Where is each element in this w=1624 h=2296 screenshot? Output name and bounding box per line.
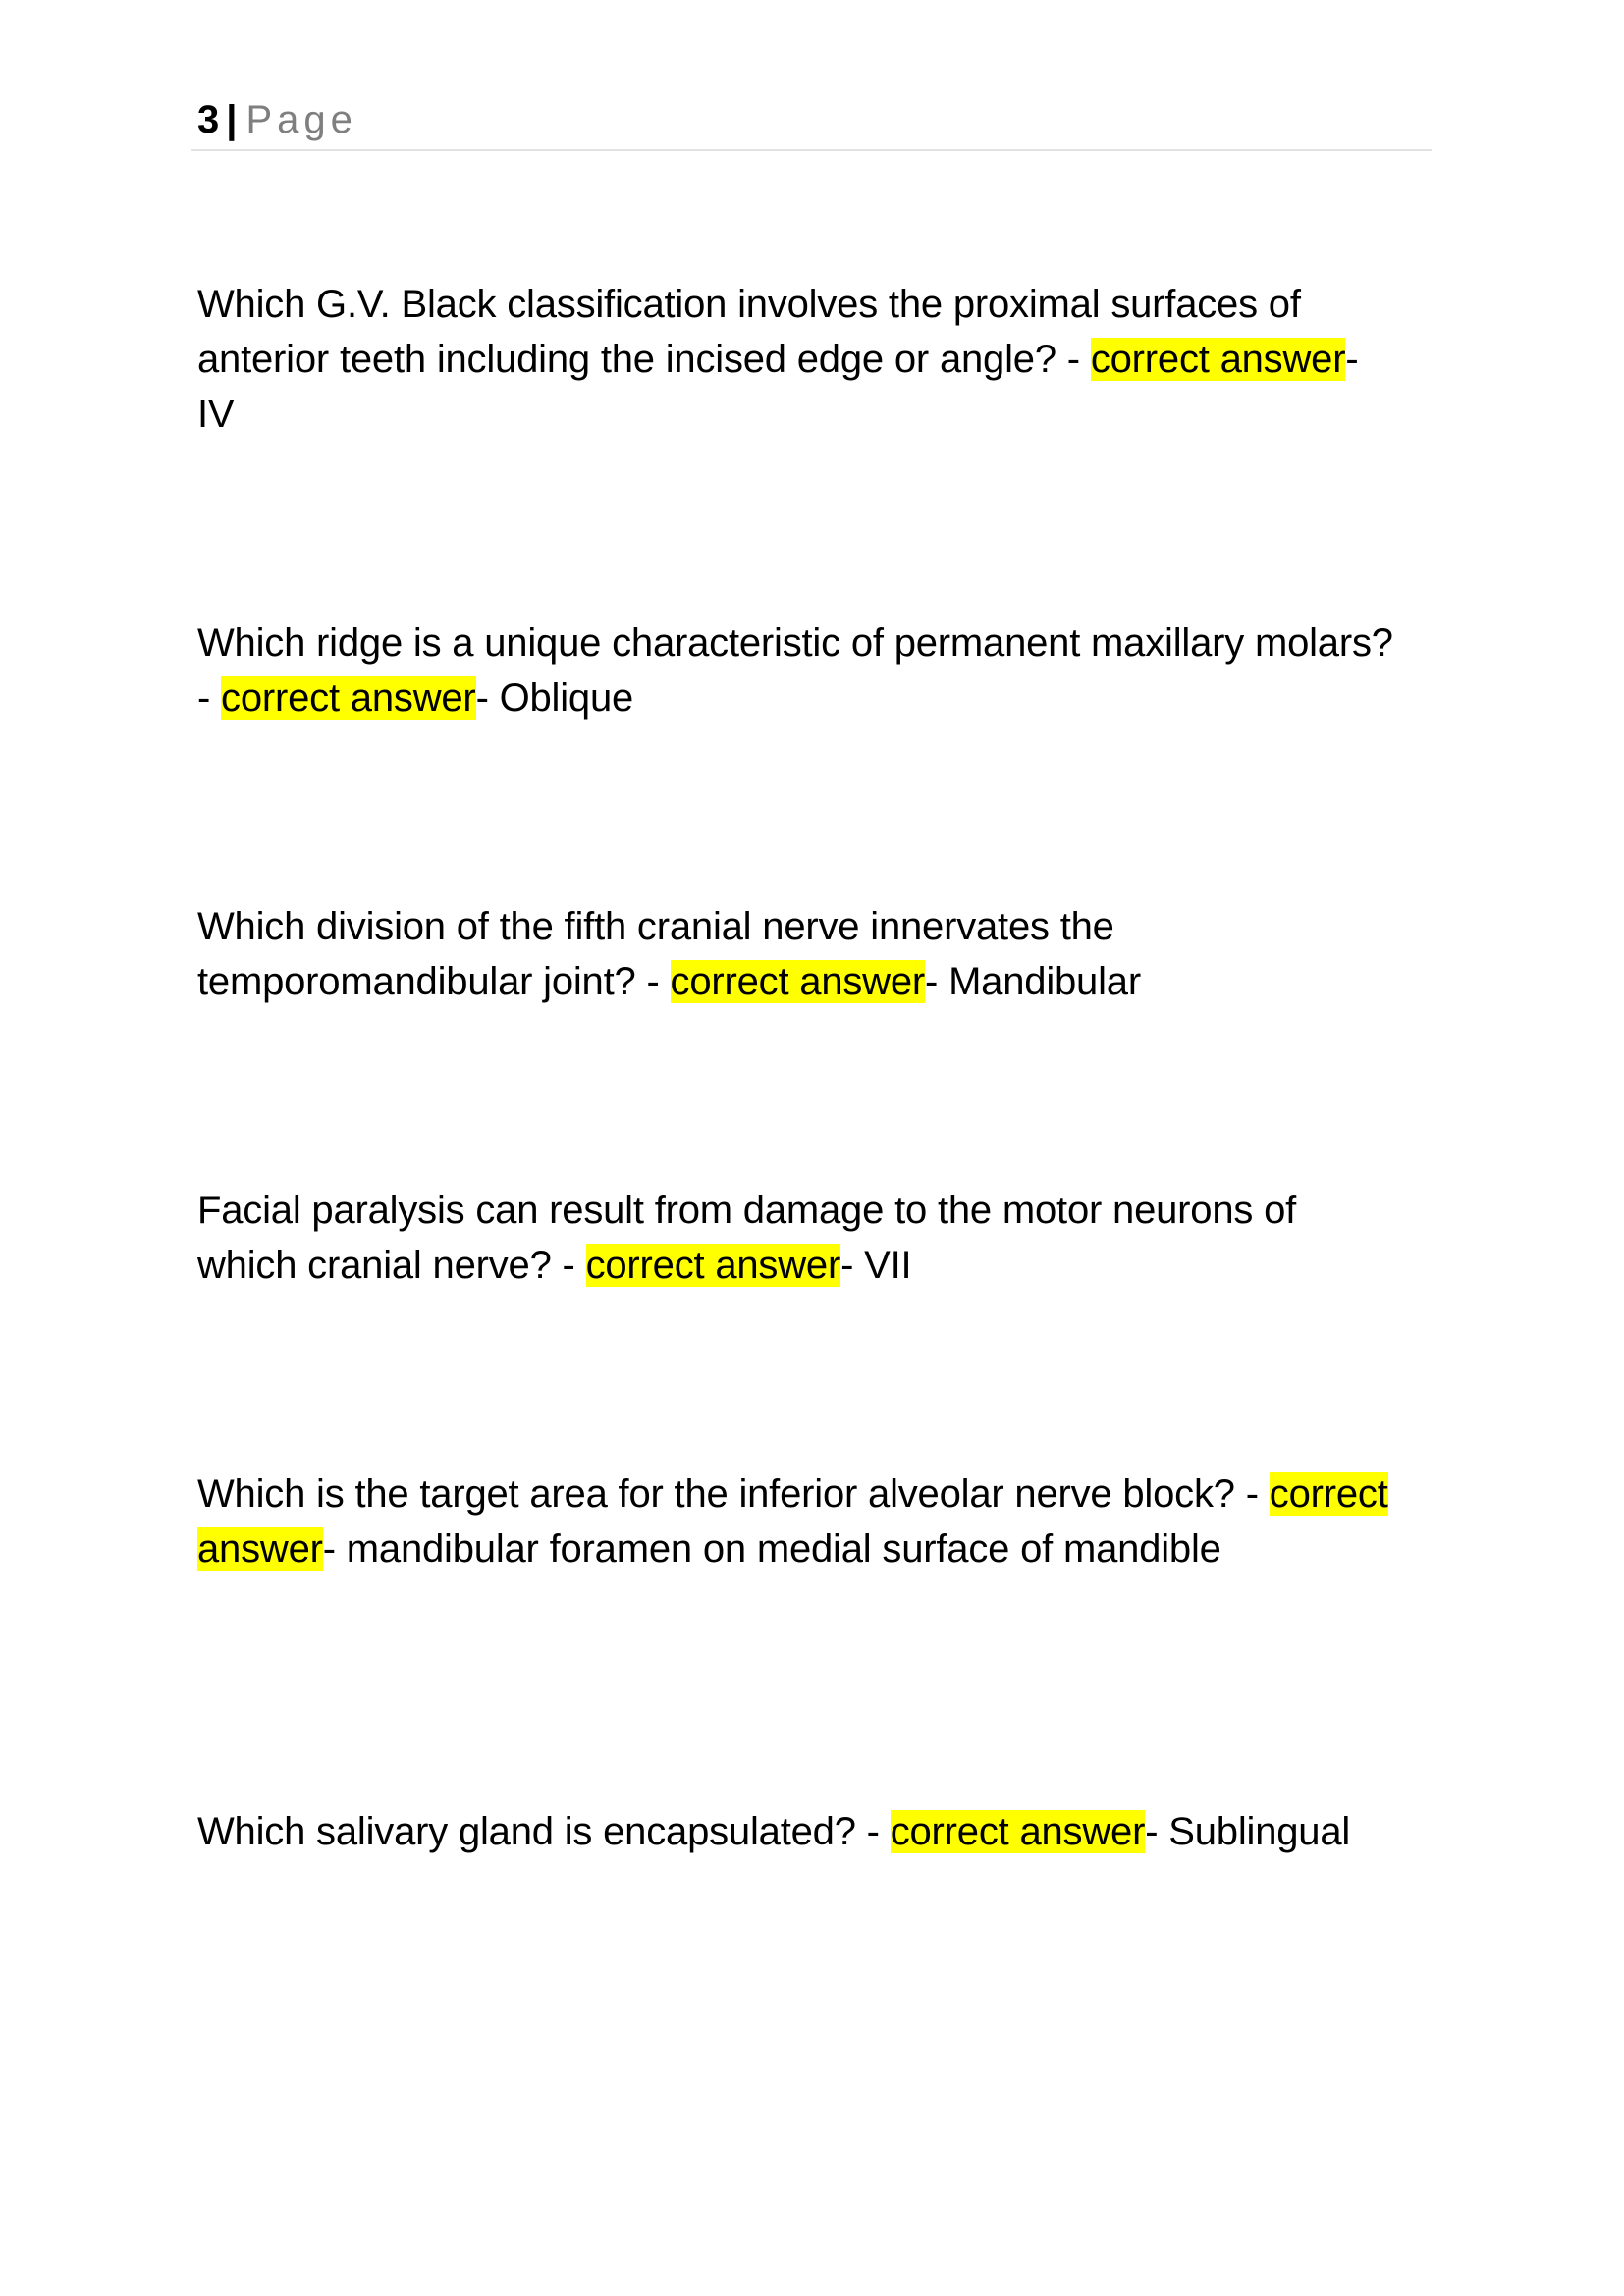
question-text: Which salivary gland is encapsulated? - bbox=[197, 1810, 891, 1853]
correct-answer-highlight: correct answer bbox=[1090, 338, 1346, 381]
qa-item-5 bbox=[197, 1467, 1405, 1576]
answer-text: - Sublingual bbox=[1145, 1810, 1351, 1853]
question-text: Which G.V. Black classification involves the proximal surfaces of anterior teeth including the incised edge or angle? - bbox=[197, 283, 1301, 381]
correct-answer-highlight: correct answer bbox=[197, 1472, 1388, 1571]
qa-item-4 bbox=[197, 1183, 1405, 1293]
page-header bbox=[191, 94, 1432, 151]
correct-answer-highlight: correct answer bbox=[670, 960, 926, 1003]
qa-item-2 bbox=[197, 615, 1405, 725]
qa-item-6 bbox=[197, 1804, 1405, 1859]
answer-text: - Oblique bbox=[475, 676, 634, 720]
qa-item-1 bbox=[197, 277, 1405, 442]
page-number-label bbox=[197, 98, 357, 142]
answer-text: - mandibular foramen on medial surface of mandible bbox=[322, 1527, 1221, 1571]
answer-text: - Mandibular bbox=[925, 960, 1141, 1003]
page-separator: | bbox=[226, 98, 239, 141]
question-text: Which ridge is a unique characteristic of permanent maxillary molars? - bbox=[197, 621, 1393, 720]
correct-answer-highlight: correct answer bbox=[890, 1810, 1146, 1853]
page-number: 3 bbox=[197, 98, 221, 141]
question-text: Facial paralysis can result from damage to the motor neurons of which cranial nerve? - bbox=[197, 1189, 1297, 1287]
answer-text: - IV bbox=[197, 338, 1359, 436]
correct-answer-highlight: correct answer bbox=[585, 1244, 841, 1287]
page-word: Page bbox=[245, 98, 357, 141]
question-text: Which division of the fifth cranial nerve innervates the temporomandibular joint? - bbox=[197, 905, 1114, 1003]
answer-text: - VII bbox=[840, 1244, 912, 1287]
correct-answer-highlight: correct answer bbox=[221, 676, 476, 720]
question-text: Which is the target area for the inferior alveolar nerve block? - bbox=[197, 1472, 1270, 1516]
qa-item-3 bbox=[197, 899, 1405, 1009]
